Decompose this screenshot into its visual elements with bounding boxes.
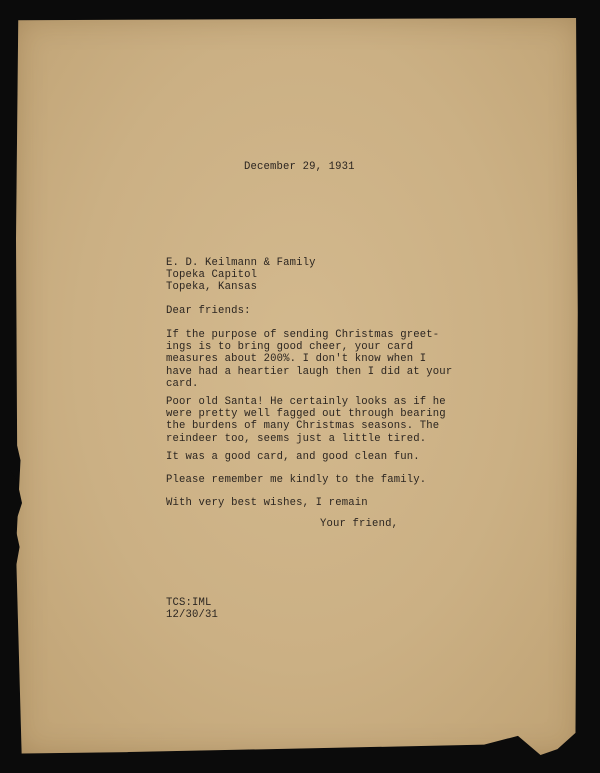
paragraph-2 bbox=[166, 396, 446, 445]
closing: Your friend, bbox=[320, 518, 399, 530]
closing-line: With very best wishes, I remain bbox=[166, 497, 368, 509]
paragraph-2-line: the burdens of many Christmas seasons. The bbox=[166, 420, 440, 433]
paragraph-1-line: If the purpose of sending Christmas greet- bbox=[166, 329, 440, 341]
recipient-name: E. D. Keilmann & Family bbox=[166, 257, 316, 269]
paragraph-1 bbox=[166, 329, 452, 390]
recipient-city: Topeka, Kansas bbox=[166, 281, 258, 293]
paragraph-1-line: card. bbox=[166, 377, 199, 390]
typist-initials: TCS:IML bbox=[166, 597, 212, 609]
paragraph-2-line: Poor old Santa! He certainly looks as if he bbox=[166, 396, 446, 408]
letter-date: December 29, 1931 bbox=[244, 161, 355, 173]
paragraph-2-line: reindeer too, seems just a little tired. bbox=[166, 432, 427, 445]
salutation: Dear friends: bbox=[166, 305, 251, 317]
paragraph-3: It was a good card, and good clean fun. bbox=[166, 451, 420, 463]
paragraph-1-line: ings is to bring good cheer, your card bbox=[166, 341, 414, 354]
paragraph-2-line: were pretty well fagged out through bearing bbox=[166, 408, 446, 421]
paragraph-1-line: measures about 200%. I don't know when I bbox=[166, 353, 427, 366]
paragraph-4: Please remember me kindly to the family. bbox=[166, 474, 427, 486]
file-date: 12/30/31 bbox=[166, 609, 219, 621]
paragraph-1-line: have had a heartier laugh then I did at your bbox=[166, 365, 453, 378]
recipient-organization: Topeka Capitol bbox=[166, 269, 258, 281]
